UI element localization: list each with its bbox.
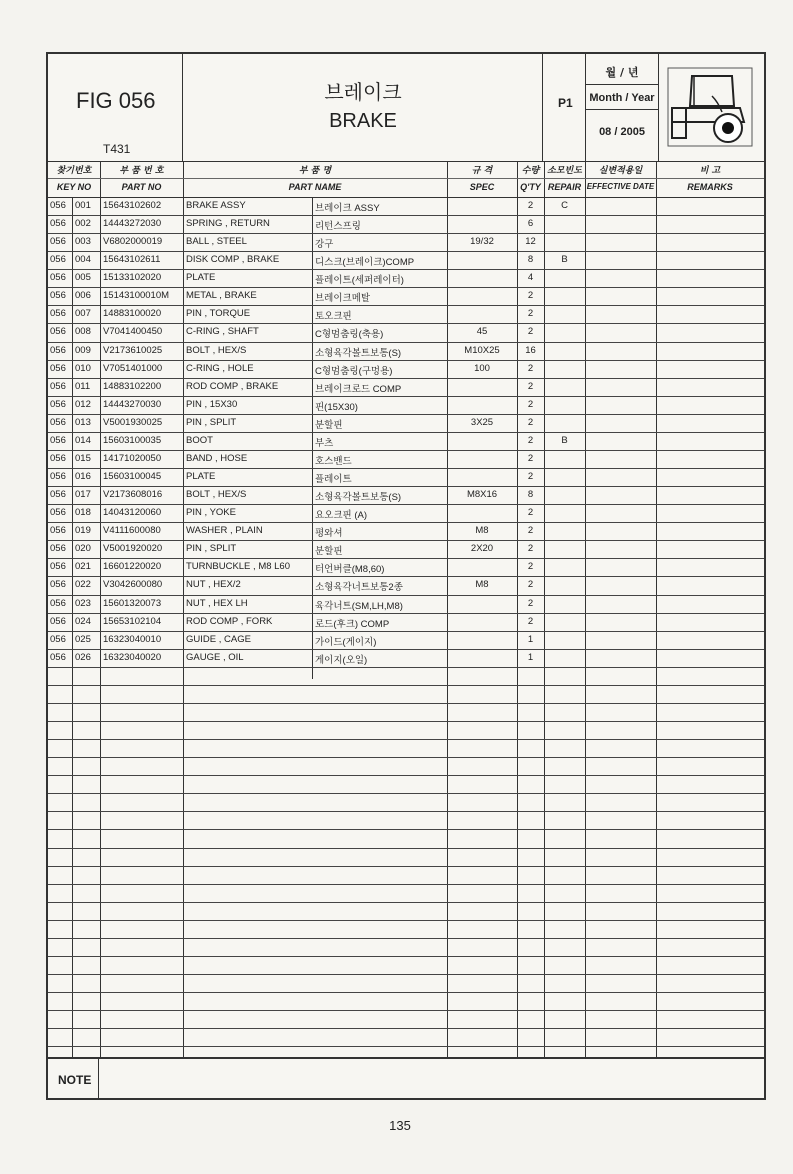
table-row (48, 595, 764, 614)
row-key-no: 021 (75, 561, 91, 573)
table-row (48, 920, 764, 939)
page-number: 135 (389, 1118, 411, 1133)
table-row (48, 1028, 764, 1047)
table-row (48, 486, 764, 505)
table-row (48, 902, 764, 921)
table-row (48, 522, 764, 541)
row-part-no: 15643102611 (103, 254, 161, 266)
effective-date-header: EFFECTIVE DATE (586, 182, 655, 191)
part-name-header: PART NAME (288, 182, 342, 192)
row-part-name-korean: 호스밴드 (315, 455, 352, 467)
row-repair: C (561, 200, 568, 211)
row-fig: 056 (50, 380, 66, 392)
row-qty: 2 (527, 561, 534, 573)
table-row (48, 215, 764, 234)
qty-header-korean: 수량 (521, 166, 540, 176)
row-key-no: 009 (75, 344, 91, 356)
row-part-no: 14043120060 (103, 507, 162, 519)
table-row (48, 305, 764, 324)
row-part-no: 15133102020 (103, 272, 162, 284)
table-row (48, 378, 764, 397)
row-fig: 056 (50, 651, 66, 663)
row-qty: 2 (527, 362, 534, 374)
row-key-no: 001 (75, 200, 91, 211)
row-part-name: C-RING , SHAFT (186, 326, 259, 338)
row-part-no: V7051401000 (103, 362, 163, 374)
row-part-no: 14443272030 (103, 218, 162, 230)
row-part-name-korean: 소형육각볼트보통(S) (315, 347, 402, 359)
row-part-name: BRAKE ASSY (186, 200, 246, 211)
qty-header: Q'TY (520, 182, 541, 192)
row-spec: 3X25 (470, 416, 494, 428)
row-part-no: 14883102200 (103, 380, 162, 392)
row-part-name: NUT , HEX LH (186, 597, 248, 609)
row-qty: 1 (527, 651, 534, 663)
row-part-name-korean: 디스크(브레이크)COMP (315, 257, 415, 269)
spec-header: SPEC (469, 182, 495, 192)
row-spec: 19/32 (470, 236, 494, 248)
row-key-no: 024 (75, 615, 91, 627)
row-qty: 2 (527, 416, 534, 428)
row-part-name: C-RING , HOLE (186, 362, 254, 374)
sheet-header (48, 54, 764, 162)
row-qty: 2 (527, 597, 534, 609)
table-row (48, 504, 764, 523)
table-row (48, 360, 764, 379)
row-qty: 4 (527, 272, 534, 284)
table-row (48, 197, 764, 216)
row-spec: M10X25 (464, 344, 500, 356)
row-spec: M8X16 (466, 489, 498, 501)
title-english: BRAKE (329, 110, 397, 132)
table-row (48, 703, 764, 722)
note-label: NOTE (58, 1073, 92, 1087)
table-row (48, 414, 764, 433)
table-row (48, 432, 764, 451)
row-part-no: 16601220020 (103, 561, 162, 573)
row-fig: 056 (50, 236, 66, 248)
row-part-name-korean: 소형육각볼트보통(S) (315, 492, 402, 504)
row-part-name: BOLT , HEX/S (186, 489, 247, 501)
row-part-name-korean: C형멈춤링(축용) (315, 329, 384, 341)
row-key-no: 025 (75, 633, 91, 645)
row-key-no: 012 (75, 398, 91, 410)
table-row (48, 323, 764, 342)
row-part-no: V3042600080 (103, 579, 163, 591)
row-fig: 056 (50, 579, 66, 591)
table-row (48, 233, 764, 252)
row-part-name-korean: 육각너트(SM,LH,M8) (315, 600, 403, 612)
row-part-name: PLATE (186, 272, 216, 284)
row-fig: 056 (50, 597, 66, 609)
row-fig: 056 (50, 489, 66, 501)
page-code: P1 (558, 96, 573, 110)
row-part-name: ROD COMP , FORK (186, 615, 273, 627)
row-qty: 2 (527, 290, 534, 302)
row-part-name: BALL , STEEL (186, 236, 247, 248)
spec-header-korean: 규 격 (471, 166, 493, 176)
row-spec: M8 (475, 579, 489, 591)
row-part-name-korean: 로드(후크) COMP (315, 618, 390, 630)
row-qty: 2 (527, 525, 534, 537)
row-part-no: V4111600080 (103, 525, 161, 537)
row-part-no: 15601320073 (103, 597, 162, 609)
table-row (48, 775, 764, 794)
row-fig: 056 (50, 561, 66, 573)
row-part-name: BOOT (186, 434, 213, 446)
row-qty: 6 (527, 218, 534, 230)
row-key-no: 005 (75, 272, 91, 284)
row-fig: 056 (50, 416, 66, 428)
row-qty: 2 (527, 308, 534, 320)
row-key-no: 002 (75, 218, 91, 230)
table-row (48, 269, 764, 288)
row-qty: 2 (527, 452, 534, 464)
table-row (48, 829, 764, 848)
row-part-name-korean: 가이드(게이지) (315, 636, 377, 648)
row-part-name: TURNBUCKLE , M8 L60 (186, 561, 291, 573)
row-key-no: 013 (75, 416, 91, 428)
table-row (48, 613, 764, 632)
row-part-name: METAL , BRAKE (186, 290, 257, 302)
row-part-name: GUIDE , CAGE (186, 633, 251, 645)
row-part-name-korean: 플레이트(세퍼레이터) (315, 275, 404, 287)
row-qty: 8 (527, 254, 534, 266)
table-row (48, 396, 764, 415)
row-part-name-korean: 분할핀 (315, 546, 343, 558)
part-no-header-korean: 부 품 번 호 (119, 166, 164, 176)
row-part-no: 16323040020 (103, 651, 162, 663)
row-qty: 12 (525, 236, 536, 248)
row-qty: 2 (527, 579, 534, 591)
table-row (48, 649, 764, 668)
table-row (48, 938, 764, 957)
row-part-name-korean: 소형육각너트보통2종 (315, 582, 403, 594)
row-part-name: PIN , YOKE (186, 507, 236, 519)
model-code: T431 (103, 142, 131, 156)
row-qty: 2 (527, 543, 534, 555)
table-row (48, 866, 764, 885)
row-fig: 056 (50, 452, 66, 464)
row-fig: 056 (50, 615, 66, 627)
table-row (48, 540, 764, 559)
table-row (48, 956, 764, 975)
row-part-name-korean: 브레이크 ASSY (315, 203, 380, 214)
row-part-name-korean: 평와셔 (315, 528, 343, 540)
row-part-name-korean: 분할핀 (315, 419, 343, 431)
row-key-no: 007 (75, 308, 91, 320)
row-part-name: BAND , HOSE (186, 452, 248, 464)
row-part-name: PIN , SPLIT (186, 543, 237, 555)
row-key-no: 022 (75, 579, 91, 591)
repair-header: REPAIR (547, 182, 582, 192)
row-key-no: 011 (75, 380, 91, 392)
table-row (48, 793, 764, 812)
row-spec: M8 (475, 525, 489, 537)
row-part-name: PIN , 15X30 (186, 398, 238, 410)
row-part-name-korean: 리턴스프링 (315, 221, 361, 233)
row-fig: 056 (50, 344, 66, 356)
row-part-name: PIN , TORQUE (186, 308, 251, 320)
row-fig: 056 (50, 308, 66, 320)
table-row (48, 848, 764, 867)
row-fig: 056 (50, 362, 66, 374)
remarks-header: REMARKS (687, 182, 733, 192)
row-part-name: ROD COMP , BRAKE (186, 380, 279, 392)
row-part-no: 15603100035 (103, 434, 162, 446)
table-row (48, 667, 764, 686)
row-part-no: V2173610025 (103, 344, 163, 356)
row-part-no: V2173608016 (103, 489, 163, 501)
table-row (48, 757, 764, 776)
row-part-no: V5001920020 (103, 543, 163, 555)
month-year-label: Month / Year (589, 92, 655, 104)
row-part-no: 15643102602 (103, 200, 162, 211)
row-key-no: 004 (75, 254, 91, 266)
table-row (48, 811, 764, 830)
parts-sheet (46, 52, 766, 1100)
row-part-name-korean: 브레이크로드 COMP (315, 383, 402, 395)
table-row (48, 884, 764, 903)
row-qty: 1 (527, 633, 534, 645)
row-key-no: 010 (75, 362, 91, 374)
row-key-no: 023 (75, 597, 91, 609)
key-no-header: KEY NO (56, 182, 92, 192)
repair-header-korean: 소모빈도 (547, 166, 582, 176)
row-spec: 45 (476, 326, 488, 338)
row-spec: 2X20 (470, 543, 494, 555)
row-part-no: 16323040010 (103, 633, 162, 645)
row-part-name: PLATE (186, 471, 216, 483)
row-part-name: DISK COMP , BRAKE (186, 254, 280, 266)
row-part-name-korean: 터언버클(M8,60) (315, 564, 385, 576)
row-repair: B (561, 434, 568, 446)
row-part-no: 14171020050 (103, 452, 162, 464)
title-korean: 브레이크 (324, 80, 402, 104)
table-row (48, 450, 764, 469)
row-qty: 2 (527, 434, 534, 446)
row-qty: 2 (527, 507, 534, 519)
table-row (48, 576, 764, 595)
row-part-no: 15603100045 (103, 471, 162, 483)
note-section (48, 1057, 764, 1100)
row-key-no: 016 (75, 471, 91, 483)
table-row (48, 468, 764, 487)
row-key-no: 006 (75, 290, 91, 302)
row-part-no: 14883100020 (103, 308, 162, 320)
effective-date-header-korean: 실변적용일 (598, 166, 643, 176)
row-fig: 056 (50, 543, 66, 555)
row-key-no: 017 (75, 489, 91, 501)
row-spec: 100 (474, 362, 490, 374)
row-key-no: 018 (75, 507, 91, 519)
row-part-name-korean: C형멈춤링(구멍용) (315, 365, 393, 377)
table-row (48, 721, 764, 740)
row-part-no: V5001930025 (103, 416, 163, 428)
table-row (48, 992, 764, 1011)
row-qty: 2 (527, 200, 534, 211)
row-qty: 2 (527, 615, 534, 627)
table-row (48, 974, 764, 993)
remarks-header-korean: 비 고 (699, 166, 721, 176)
row-part-name: WASHER , PLAIN (186, 525, 263, 537)
row-repair: B (561, 254, 568, 266)
row-part-name: BOLT , HEX/S (186, 344, 247, 356)
table-row (48, 631, 764, 650)
table-row (48, 739, 764, 758)
tractor-icon (662, 62, 758, 152)
row-fig: 056 (50, 633, 66, 645)
row-fig: 056 (50, 471, 66, 483)
row-qty: 2 (527, 398, 534, 410)
row-part-name: SPRING , RETURN (186, 218, 270, 230)
row-part-no: 15143100010M (103, 290, 170, 302)
column-headers (48, 161, 764, 198)
row-part-name-korean: 플레이트 (315, 474, 352, 486)
row-qty: 2 (527, 380, 534, 392)
row-part-no: 15653102104 (103, 615, 162, 627)
row-part-name-korean: 강구 (315, 239, 334, 251)
row-part-name-korean: 게이지(오일) (315, 654, 368, 666)
row-key-no: 020 (75, 543, 91, 555)
part-name-header-korean: 부 품 명 (298, 166, 332, 176)
row-qty: 2 (527, 471, 534, 483)
figure-number: FIG 056 (76, 88, 156, 113)
row-key-no: 019 (75, 525, 91, 537)
part-no-header: PART NO (121, 182, 162, 192)
table-row (48, 685, 764, 704)
table-row (48, 342, 764, 361)
table-row (48, 287, 764, 306)
row-part-no: V7041400450 (103, 326, 163, 338)
row-fig: 056 (50, 254, 66, 266)
table-row (48, 251, 764, 270)
revision-date: 08 / 2005 (599, 126, 645, 138)
row-key-no: 014 (75, 434, 91, 446)
key-no-header-korean: 찾기번호 (56, 166, 92, 176)
row-qty: 2 (527, 326, 534, 338)
row-fig: 056 (50, 398, 66, 410)
row-key-no: 008 (75, 326, 91, 338)
row-fig: 056 (50, 525, 66, 537)
row-fig: 056 (50, 290, 66, 302)
row-fig: 056 (50, 218, 66, 230)
row-key-no: 026 (75, 651, 91, 663)
row-fig: 056 (50, 200, 66, 211)
row-part-name: GAUGE , OIL (186, 651, 244, 663)
row-fig: 056 (50, 272, 66, 284)
row-part-name: NUT , HEX/2 (186, 579, 241, 591)
table-row (48, 558, 764, 577)
row-part-no: 14443270030 (103, 398, 162, 410)
row-key-no: 003 (75, 236, 91, 248)
row-fig: 056 (50, 434, 66, 446)
row-key-no: 015 (75, 452, 91, 464)
row-part-no: V6802000019 (103, 236, 163, 248)
row-part-name-korean: 부츠 (315, 437, 334, 449)
row-part-name-korean: 핀(15X30) (315, 401, 358, 413)
row-qty: 16 (525, 344, 536, 356)
row-part-name-korean: 요오크핀 (A) (315, 510, 368, 522)
row-part-name-korean: 브레이크메탈 (315, 293, 371, 305)
table-row (48, 1010, 764, 1029)
month-year-label-korean: 월 / 년 (605, 66, 639, 79)
row-qty: 8 (527, 489, 534, 501)
row-fig: 056 (50, 326, 66, 338)
row-fig: 056 (50, 507, 66, 519)
row-part-name-korean: 토오크핀 (315, 311, 352, 323)
row-part-name: PIN , SPLIT (186, 416, 237, 428)
